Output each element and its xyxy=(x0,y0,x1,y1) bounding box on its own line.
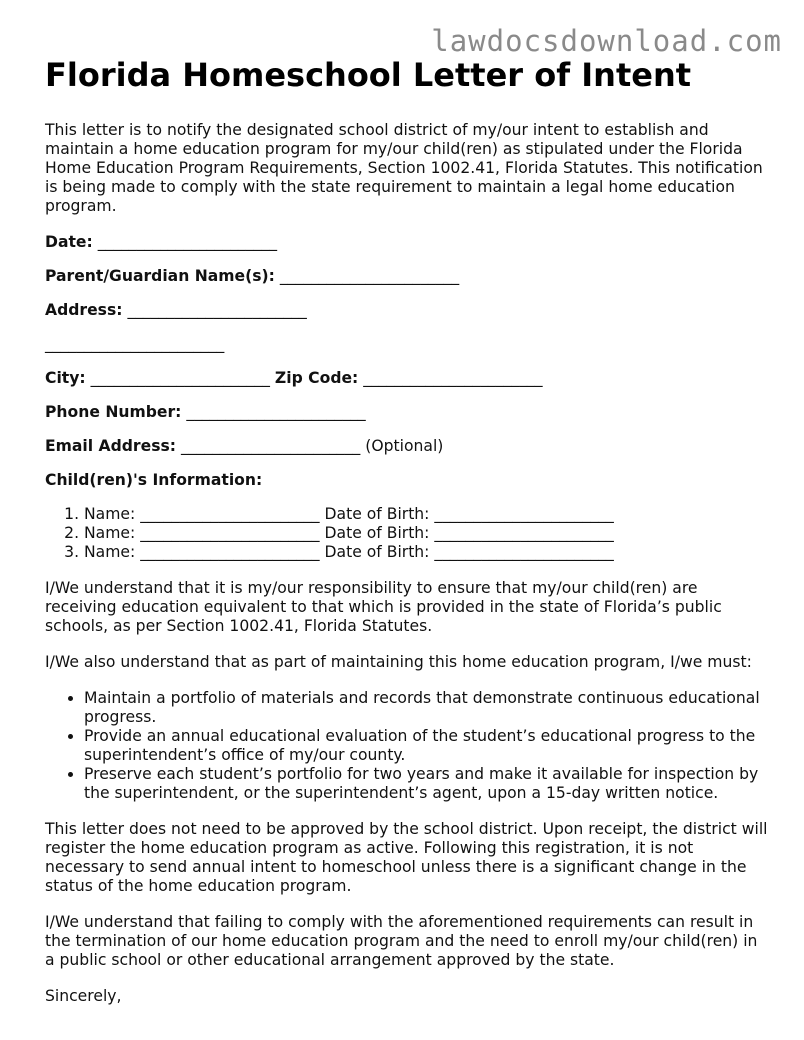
watermark: lawdocsdownload.com xyxy=(431,24,782,58)
email-field xyxy=(45,437,770,456)
children-heading xyxy=(45,471,770,490)
child-dob-blank: _______________________ xyxy=(434,524,614,542)
child-name-blank: _______________________ xyxy=(140,524,320,542)
child-dob-label: Date of Birth: xyxy=(324,505,430,523)
address-blank: _______________________ xyxy=(127,301,307,319)
child-dob-label: Date of Birth: xyxy=(324,524,430,542)
date-blank: _______________________ xyxy=(97,233,278,251)
requirements-intro: I/We also understand that as part of maintaining this home education program, I/we must: xyxy=(45,653,752,671)
city-zip-field xyxy=(45,369,770,388)
child-entry xyxy=(84,524,770,543)
phone-field xyxy=(45,403,770,422)
parent-blank: _______________________ xyxy=(279,267,460,285)
child-name-blank: _______________________ xyxy=(140,543,320,561)
child-name-label: Name: xyxy=(84,543,136,561)
intro-paragraph: This letter is to notify the designated school district of my/our intent to establish and maintain a home education program for my/our child(ren) as stipulated under the Florida Home Education Program Requirements, Section 1002.41, Florida Statutes. This notification is being made to comply with the state requirement to maintain a legal home education program. xyxy=(45,121,763,215)
child-entry xyxy=(84,505,770,524)
child-dob-label: Date of Birth: xyxy=(324,543,430,561)
child-dob-blank: _______________________ xyxy=(434,543,614,561)
parent-label: Parent/Guardian Name(s): xyxy=(45,267,275,285)
address-line-2-blank: _______________________ xyxy=(45,335,225,353)
email-blank: _______________________ xyxy=(180,437,361,455)
child-entry xyxy=(84,543,770,562)
zip-label: Zip Code: xyxy=(274,369,359,387)
requirement-item: • Provide an annual educational evaluation of the student’s educational progress to the superintendent’s office of my/our county. xyxy=(84,727,770,765)
city-label: City: xyxy=(45,369,86,387)
children-label: Child(ren)'s Information: xyxy=(45,471,263,489)
requirement-item: • Preserve each student’s portfolio for two years and make it available for inspection by the superintendent, or the superintendent’s agent, upon a 15-day written notice. xyxy=(84,765,770,803)
date-label: Date: xyxy=(45,233,93,251)
date-field xyxy=(45,233,770,252)
document-page xyxy=(45,55,770,1023)
phone-label: Phone Number: xyxy=(45,403,182,421)
responsibility-paragraph: I/We understand that it is my/our responsibility to ensure that my/our child(ren) are receiving education equivalent to that which is provided in the state of Florida’s public schools, as per Section 1002.41, Florida Statutes. xyxy=(45,579,722,635)
child-name-label: Name: xyxy=(84,524,136,542)
city-blank: _______________________ xyxy=(90,369,270,387)
children-list xyxy=(45,505,770,562)
compliance-paragraph: I/We understand that failing to comply with the aforementioned requirements can result in the termination of our home education program and the need to enroll my/our child(ren) in a public school or other educational arrangement approved by the state. xyxy=(45,913,758,969)
closing: Sincerely, xyxy=(45,987,122,1005)
child-dob-blank: _______________________ xyxy=(434,505,614,523)
address-line-2 xyxy=(45,335,770,354)
child-name-blank: _______________________ xyxy=(140,505,320,523)
email-label: Email Address: xyxy=(45,437,177,455)
phone-blank: _______________________ xyxy=(186,403,366,421)
document-title: Florida Homeschool Letter of Intent xyxy=(45,56,692,94)
zip-blank: _______________________ xyxy=(363,369,543,387)
requirement-item: • Maintain a portfolio of materials and records that demonstrate continuous educational progress. xyxy=(84,689,770,727)
child-name-label: Name: xyxy=(84,505,136,523)
address-label: Address: xyxy=(45,301,123,319)
requirements-list xyxy=(45,689,770,803)
parent-field xyxy=(45,267,770,286)
address-field xyxy=(45,301,770,320)
approval-paragraph: This letter does not need to be approved by the school district. Upon receipt, the district will register the home education program as active. Following this registration, it is not necessary to send annual intent to homeschool unless there is a significant change in the status of the home education program. xyxy=(45,820,768,895)
email-optional-note: (Optional) xyxy=(365,437,444,455)
